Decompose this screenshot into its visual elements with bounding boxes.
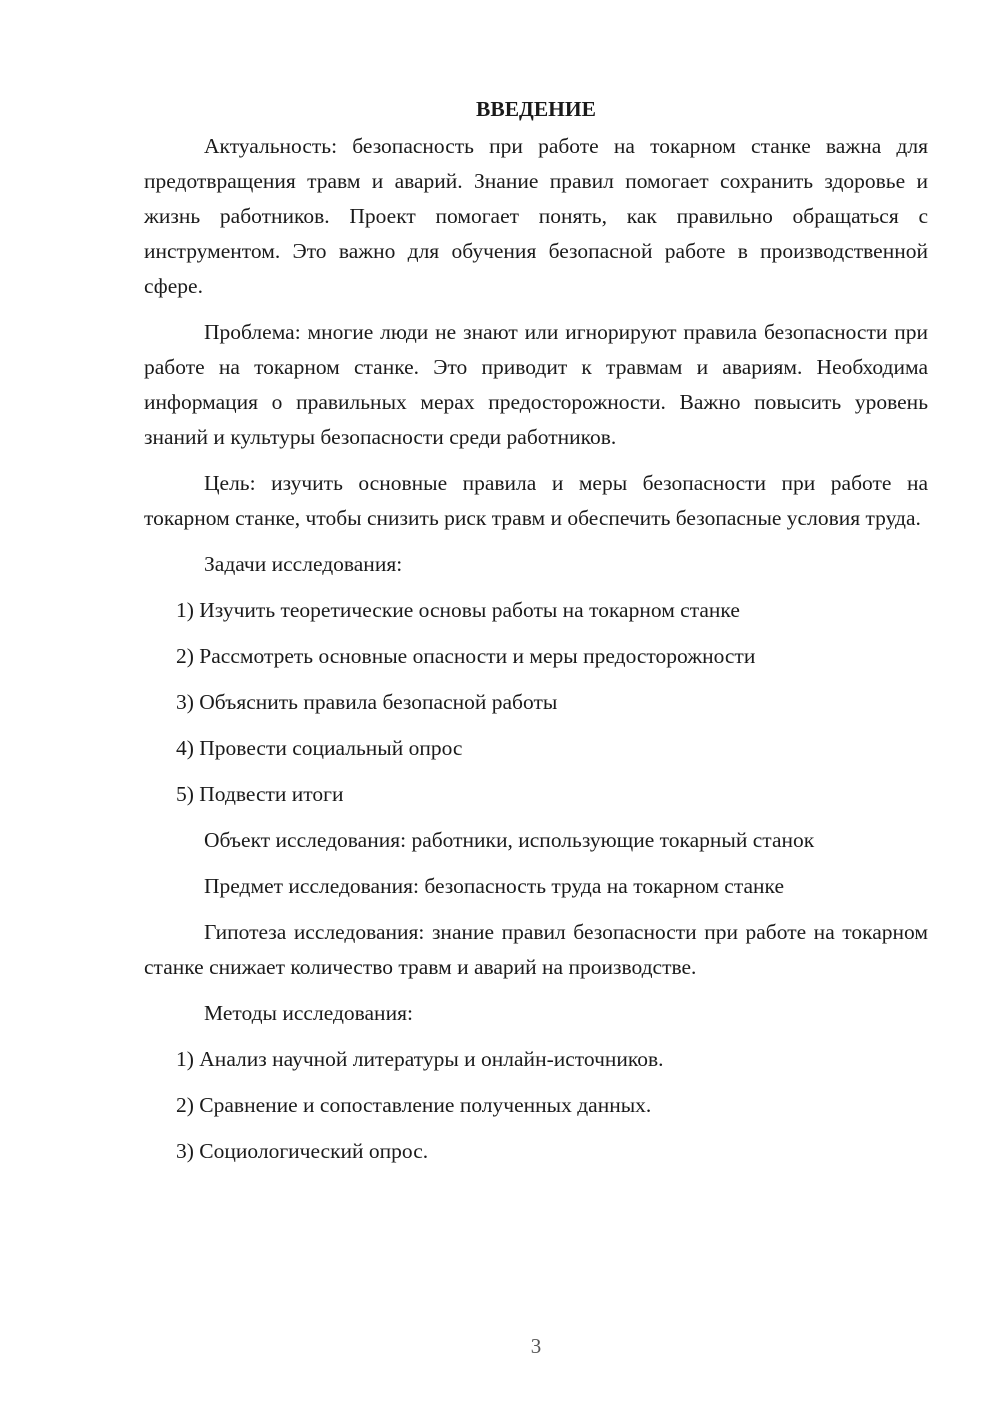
page-number: 3 [530,1334,542,1358]
research-object: Объект исследования: работники, использующие токарный станок [204,828,815,852]
method-item: 3) Социологический опрос. [176,1139,429,1163]
method-item: 1) Анализ научной литературы и онлайн-источников. [176,1047,664,1071]
task-item: 5) Подвести итоги [176,782,344,806]
method-item: 2) Сравнение и сопоставление полученных данных. [176,1093,652,1117]
problem-paragraph: Проблема: многие люди не знают или игнорируют правила безопасности при работе на токарном станке. Это приводит к травмам и авариям. Необходима информация о правильных мерах предосторожности. Важно повысить уровень знаний и культуры безопасности среди работников. [144,320,928,449]
task-item: 4) Провести социальный опрос [176,736,463,760]
methods-list [144,1042,928,1169]
methods-heading: Методы исследования: [204,1001,413,1025]
tasks-list [144,593,928,812]
relevance-paragraph: Актуальность: безопасность при работе на токарном станке важна для предотвращения травм и аварий. Знание правил помогает сохранить здоровье и жизнь работников. Проект помогает понять, как правильно обращаться с инструментом. Это важно для обучения безопасной работе в производственной сфере. [144,134,928,298]
task-item: 1) Изучить теоретические основы работы на токарном станке [176,598,740,622]
document-page [144,92,928,1180]
tasks-heading: Задачи исследования: [204,552,403,576]
task-item: 3) Объяснить правила безопасной работы [176,690,558,714]
goal-paragraph: Цель: изучить основные правила и меры безопасности при работе на токарном станке, чтобы снизить риск травм и обеспечить безопасные условия труда. [144,471,928,530]
hypothesis-paragraph: Гипотеза исследования: знание правил безопасности при работе на токарном станке снижает количество травм и аварий на производстве. [144,920,928,979]
task-item: 2) Рассмотреть основные опасности и меры предосторожности [176,644,756,668]
research-subject: Предмет исследования: безопасность труда на токарном станке [204,874,785,898]
section-title: ВВЕДЕНИЕ [476,97,596,121]
